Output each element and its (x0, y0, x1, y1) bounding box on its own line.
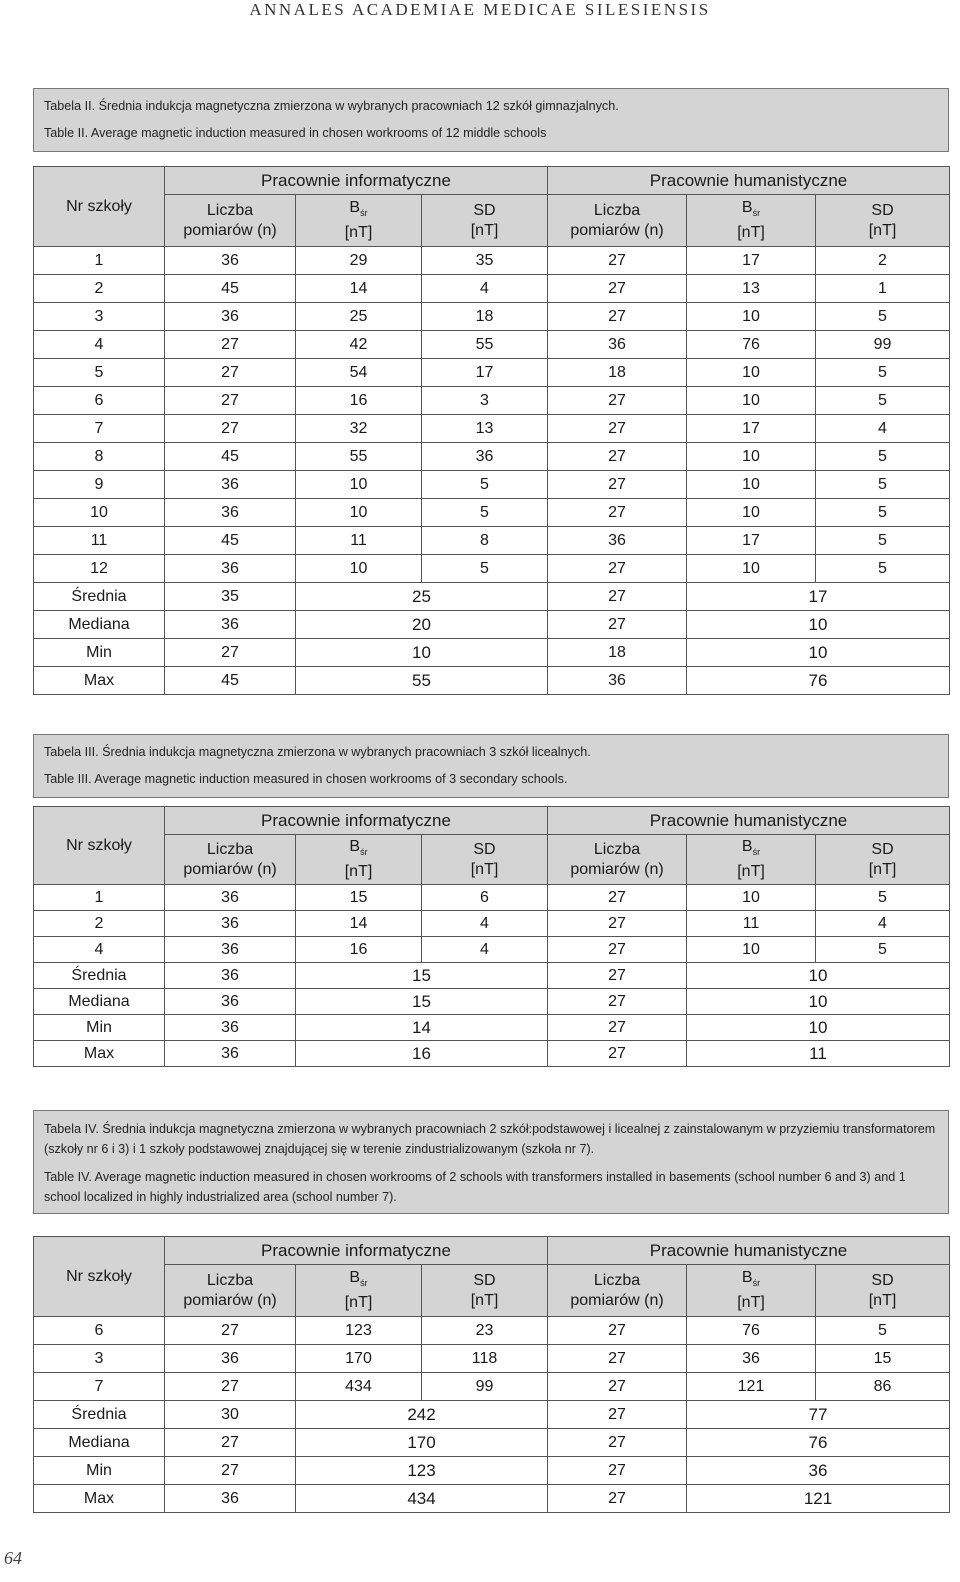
cell-stat-label: Min (34, 639, 165, 667)
cell-count: 36 (165, 1015, 296, 1041)
cell-bsr: 10 (687, 471, 816, 499)
cell-count: 27 (548, 911, 687, 937)
cell-count: 27 (548, 989, 687, 1015)
cell-stat-label: Max (34, 667, 165, 695)
cell-school: 1 (34, 885, 165, 911)
cell-sd: 118 (422, 1345, 548, 1373)
cell-count: 36 (165, 885, 296, 911)
cell-bsr-merged: 17 (687, 583, 950, 611)
table3-caption (33, 734, 949, 798)
cell-bsr-merged: 242 (296, 1401, 548, 1429)
cell-bsr: 42 (296, 331, 422, 359)
cell-school: 6 (34, 1317, 165, 1345)
cell-school: 3 (34, 303, 165, 331)
cell-sd: 5 (816, 555, 950, 583)
cell-count: 27 (548, 387, 687, 415)
cell-school: 12 (34, 555, 165, 583)
col-header-bsr: $B_{śr}$ [nT] (296, 1265, 422, 1317)
cell-count: 27 (548, 583, 687, 611)
cell-count: 36 (165, 499, 296, 527)
cell-sd: 4 (816, 415, 950, 443)
table-row (34, 885, 950, 911)
stat-row (34, 1485, 950, 1513)
cell-bsr-merged: 10 (687, 639, 950, 667)
cell-sd: 5 (816, 885, 950, 911)
table3 (33, 806, 950, 1067)
cell-sd: 5 (422, 499, 548, 527)
cell-sd: 5 (816, 527, 950, 555)
table-row (34, 1373, 950, 1401)
row-header: Nr szkoły (34, 167, 165, 247)
cell-count: 27 (548, 471, 687, 499)
table-row (34, 359, 950, 387)
cell-count: 27 (548, 555, 687, 583)
cell-sd: 5 (816, 471, 950, 499)
cell-sd: 1 (816, 275, 950, 303)
cell-sd: 99 (422, 1373, 548, 1401)
table2-caption (33, 88, 949, 152)
cell-bsr-merged: 25 (296, 583, 548, 611)
cell-stat-label: Max (34, 1041, 165, 1067)
table-row (34, 331, 950, 359)
cell-school: 8 (34, 443, 165, 471)
cell-sd: 5 (816, 937, 950, 963)
cell-bsr-merged: 36 (687, 1457, 950, 1485)
cell-sd: 5 (422, 555, 548, 583)
cell-bsr: 14 (296, 275, 422, 303)
table4-caption (33, 1110, 949, 1214)
cell-bsr-merged: 15 (296, 963, 548, 989)
stat-row (34, 1015, 950, 1041)
cell-bsr: 434 (296, 1373, 422, 1401)
cell-count: 36 (165, 911, 296, 937)
table-row (34, 415, 950, 443)
cell-bsr: 16 (296, 387, 422, 415)
cell-sd: 8 (422, 527, 548, 555)
cell-count: 36 (165, 303, 296, 331)
stat-row (34, 611, 950, 639)
cell-bsr: 16 (296, 937, 422, 963)
cell-count: 45 (165, 275, 296, 303)
cell-bsr-merged: 14 (296, 1015, 548, 1041)
table-row (34, 555, 950, 583)
cell-sd: 99 (816, 331, 950, 359)
cell-bsr: 10 (296, 499, 422, 527)
table-row (34, 1345, 950, 1373)
cell-sd: 36 (422, 443, 548, 471)
cell-sd: 4 (422, 275, 548, 303)
cell-bsr-merged: 77 (687, 1401, 950, 1429)
cell-count: 36 (165, 555, 296, 583)
group-header-humanistyczne: Pracownie humanistyczne (548, 1237, 950, 1265)
cell-count: 36 (165, 611, 296, 639)
cell-school: 4 (34, 331, 165, 359)
cell-school: 11 (34, 527, 165, 555)
col-header-sd: SD [nT] (422, 1265, 548, 1317)
cell-count: 27 (548, 1041, 687, 1067)
cell-sd: 4 (816, 911, 950, 937)
cell-bsr: 123 (296, 1317, 422, 1345)
cell-bsr-merged: 11 (687, 1041, 950, 1067)
cell-sd: 4 (422, 911, 548, 937)
cell-stat-label: Średnia (34, 1401, 165, 1429)
cell-bsr-merged: 123 (296, 1457, 548, 1485)
cell-bsr-merged: 10 (687, 1015, 950, 1041)
table-row (34, 247, 950, 275)
cell-bsr: 10 (687, 885, 816, 911)
cell-count: 27 (548, 499, 687, 527)
table4-caption-en: Table IV. Average magnetic induction measured in chosen workrooms of 2 schools with transformers installed in basements (school number 6 and 3) and 1 school localized in highly industrialized area (school number 7). (44, 1170, 906, 1204)
cell-count: 36 (548, 667, 687, 695)
cell-sd: 17 (422, 359, 548, 387)
cell-count: 18 (548, 639, 687, 667)
stat-row (34, 1429, 950, 1457)
cell-stat-label: Mediana (34, 989, 165, 1015)
cell-school: 4 (34, 937, 165, 963)
col-header-sd: SD [nT] (816, 195, 950, 247)
cell-bsr: 121 (687, 1373, 816, 1401)
cell-stat-label: Min (34, 1015, 165, 1041)
col-header-count: Liczba pomiarów (n) (548, 835, 687, 885)
cell-count: 27 (165, 1457, 296, 1485)
cell-bsr: 76 (687, 331, 816, 359)
cell-count: 27 (548, 1317, 687, 1345)
col-header-sd: SD [nT] (422, 835, 548, 885)
cell-school: 2 (34, 911, 165, 937)
cell-count: 36 (548, 331, 687, 359)
cell-count: 45 (165, 667, 296, 695)
stat-row (34, 667, 950, 695)
cell-bsr-merged: 20 (296, 611, 548, 639)
cell-sd: 15 (816, 1345, 950, 1373)
cell-bsr: 10 (687, 937, 816, 963)
cell-sd: 2 (816, 247, 950, 275)
cell-count: 36 (165, 989, 296, 1015)
table-row (34, 471, 950, 499)
cell-count: 27 (165, 639, 296, 667)
cell-count: 27 (165, 1317, 296, 1345)
cell-bsr-merged: 15 (296, 989, 548, 1015)
cell-count: 27 (165, 359, 296, 387)
cell-sd: 13 (422, 415, 548, 443)
cell-count: 27 (165, 1373, 296, 1401)
cell-sd: 5 (422, 471, 548, 499)
cell-bsr-merged: 55 (296, 667, 548, 695)
stat-row (34, 639, 950, 667)
cell-bsr: 10 (687, 303, 816, 331)
stat-row (34, 963, 950, 989)
table3-caption-pl: Tabela III. Średnia indukcja magnetyczna zmierzona w wybranych pracowniach 3 szkół licealnych. (44, 745, 591, 759)
row-header: Nr szkoły (34, 1237, 165, 1317)
cell-sd: 5 (816, 387, 950, 415)
col-header-count: Liczba pomiarów (n) (165, 195, 296, 247)
cell-bsr-merged: 121 (687, 1485, 950, 1513)
cell-count: 36 (165, 247, 296, 275)
cell-count: 45 (165, 443, 296, 471)
cell-count: 27 (548, 1429, 687, 1457)
cell-count: 27 (165, 387, 296, 415)
row-header: Nr szkoły (34, 807, 165, 885)
cell-sd: 3 (422, 387, 548, 415)
group-header-humanistyczne: Pracownie humanistyczne (548, 167, 950, 195)
cell-stat-label: Mediana (34, 611, 165, 639)
cell-bsr: 15 (296, 885, 422, 911)
cell-bsr: 32 (296, 415, 422, 443)
cell-school: 3 (34, 1345, 165, 1373)
col-header-count: Liczba pomiarów (n) (165, 1265, 296, 1317)
cell-count: 27 (548, 1345, 687, 1373)
cell-bsr: 10 (687, 387, 816, 415)
cell-sd: 5 (816, 359, 950, 387)
cell-school: 9 (34, 471, 165, 499)
cell-sd: 5 (816, 303, 950, 331)
cell-sd: 4 (422, 937, 548, 963)
cell-bsr: 29 (296, 247, 422, 275)
cell-count: 27 (165, 331, 296, 359)
table-row (34, 911, 950, 937)
cell-stat-label: Min (34, 1457, 165, 1485)
cell-stat-label: Średnia (34, 583, 165, 611)
cell-count: 30 (165, 1401, 296, 1429)
cell-bsr: 25 (296, 303, 422, 331)
stat-row (34, 1457, 950, 1485)
cell-bsr-merged: 434 (296, 1485, 548, 1513)
cell-bsr: 54 (296, 359, 422, 387)
cell-count: 27 (548, 247, 687, 275)
table-row (34, 275, 950, 303)
cell-count: 45 (165, 527, 296, 555)
cell-sd: 55 (422, 331, 548, 359)
col-header-bsr: $B_{śr}$ [nT] (687, 195, 816, 247)
cell-bsr-merged: 10 (687, 989, 950, 1015)
cell-bsr-merged: 10 (687, 611, 950, 639)
cell-bsr: 10 (296, 555, 422, 583)
cell-count: 27 (548, 1457, 687, 1485)
cell-sd: 6 (422, 885, 548, 911)
group-header-informatyczne: Pracownie informatyczne (165, 807, 548, 835)
table4 (33, 1236, 950, 1513)
table-row (34, 303, 950, 331)
cell-count: 36 (548, 527, 687, 555)
cell-count: 27 (548, 443, 687, 471)
table2-caption-en: Table II. Average magnetic induction measured in chosen workrooms of 12 middle schools (44, 126, 547, 140)
cell-count: 27 (548, 415, 687, 443)
cell-bsr: 11 (687, 911, 816, 937)
cell-count: 36 (165, 1041, 296, 1067)
cell-bsr: 76 (687, 1317, 816, 1345)
cell-count: 36 (165, 1345, 296, 1373)
cell-school: 7 (34, 1373, 165, 1401)
cell-count: 27 (548, 1401, 687, 1429)
cell-sd: 5 (816, 499, 950, 527)
cell-sd: 5 (816, 1317, 950, 1345)
cell-bsr-merged: 76 (687, 1429, 950, 1457)
cell-count: 27 (548, 1485, 687, 1513)
cell-school: 6 (34, 387, 165, 415)
group-header-informatyczne: Pracownie informatyczne (165, 1237, 548, 1265)
col-header-bsr: $B_{śr}$ [nT] (296, 835, 422, 885)
cell-bsr: 11 (296, 527, 422, 555)
cell-stat-label: Max (34, 1485, 165, 1513)
cell-bsr: 17 (687, 527, 816, 555)
page-number: 64 (4, 1548, 22, 1568)
table3-caption-en: Table III. Average magnetic induction measured in chosen workrooms of 3 secondary schools. (44, 772, 568, 786)
table-row (34, 499, 950, 527)
running-header: ANNALES ACADEMIAE MEDICAE SILESIENSIS (249, 0, 711, 19)
cell-bsr: 17 (687, 247, 816, 275)
cell-count: 36 (165, 963, 296, 989)
stat-row (34, 583, 950, 611)
table2-caption-pl: Tabela II. Średnia indukcja magnetyczna zmierzona w wybranych pracowniach 12 szkół gimnazjalnych. (44, 99, 619, 113)
stat-row (34, 1041, 950, 1067)
col-header-bsr: $B_{śr}$ [nT] (296, 195, 422, 247)
cell-school: 5 (34, 359, 165, 387)
group-header-informatyczne: Pracownie informatyczne (165, 167, 548, 195)
cell-count: 27 (548, 937, 687, 963)
cell-count: 27 (548, 303, 687, 331)
cell-stat-label: Średnia (34, 963, 165, 989)
cell-count: 27 (548, 1373, 687, 1401)
table4-caption-pl: Tabela IV. Średnia indukcja magnetyczna zmierzona w wybranych pracowniach 2 szkół:podstawowej i licealnej z zainstalowanym w przyziemiu transformatorem (szkoły nr 6 i 3) i 1 szkoły podstawowej znajdującej się w terenie zindustrializowanym (szkoła nr 7). (44, 1122, 936, 1156)
cell-count: 35 (165, 583, 296, 611)
cell-count: 36 (165, 1485, 296, 1513)
col-header-bsr: $B_{śr}$ [nT] (687, 835, 816, 885)
cell-count: 27 (548, 611, 687, 639)
col-header-sd: SD [nT] (816, 1265, 950, 1317)
cell-sd: 86 (816, 1373, 950, 1401)
cell-count: 27 (548, 963, 687, 989)
cell-count: 27 (165, 1429, 296, 1457)
col-header-count: Liczba pomiarów (n) (548, 195, 687, 247)
cell-bsr-merged: 10 (296, 639, 548, 667)
cell-count: 36 (165, 937, 296, 963)
col-header-bsr: $B_{śr}$ [nT] (687, 1265, 816, 1317)
cell-count: 36 (165, 471, 296, 499)
cell-sd: 23 (422, 1317, 548, 1345)
cell-sd: 5 (816, 443, 950, 471)
cell-bsr-merged: 76 (687, 667, 950, 695)
col-header-sd: SD [nT] (422, 195, 548, 247)
col-header-count: Liczba pomiarów (n) (548, 1265, 687, 1317)
table-row (34, 937, 950, 963)
cell-sd: 18 (422, 303, 548, 331)
col-header-sd: SD [nT] (816, 835, 950, 885)
cell-bsr: 10 (687, 555, 816, 583)
table-row (34, 527, 950, 555)
stat-row (34, 989, 950, 1015)
cell-bsr-merged: 170 (296, 1429, 548, 1457)
table-row (34, 387, 950, 415)
cell-bsr: 170 (296, 1345, 422, 1373)
table-row (34, 443, 950, 471)
cell-count: 27 (165, 415, 296, 443)
cell-count: 27 (548, 885, 687, 911)
cell-bsr: 10 (296, 471, 422, 499)
cell-bsr: 55 (296, 443, 422, 471)
table-row (34, 1317, 950, 1345)
cell-count: 27 (548, 275, 687, 303)
cell-stat-label: Mediana (34, 1429, 165, 1457)
cell-bsr: 17 (687, 415, 816, 443)
cell-bsr: 14 (296, 911, 422, 937)
cell-bsr-merged: 10 (687, 963, 950, 989)
cell-school: 2 (34, 275, 165, 303)
cell-sd: 35 (422, 247, 548, 275)
col-header-count: Liczba pomiarów (n) (165, 835, 296, 885)
group-header-humanistyczne: Pracownie humanistyczne (548, 807, 950, 835)
cell-school: 10 (34, 499, 165, 527)
cell-bsr: 10 (687, 499, 816, 527)
cell-count: 18 (548, 359, 687, 387)
cell-school: 7 (34, 415, 165, 443)
table2 (33, 166, 950, 695)
cell-bsr: 36 (687, 1345, 816, 1373)
cell-bsr-merged: 16 (296, 1041, 548, 1067)
cell-count: 27 (548, 1015, 687, 1041)
cell-bsr: 10 (687, 359, 816, 387)
cell-school: 1 (34, 247, 165, 275)
cell-bsr: 13 (687, 275, 816, 303)
cell-bsr: 10 (687, 443, 816, 471)
stat-row (34, 1401, 950, 1429)
